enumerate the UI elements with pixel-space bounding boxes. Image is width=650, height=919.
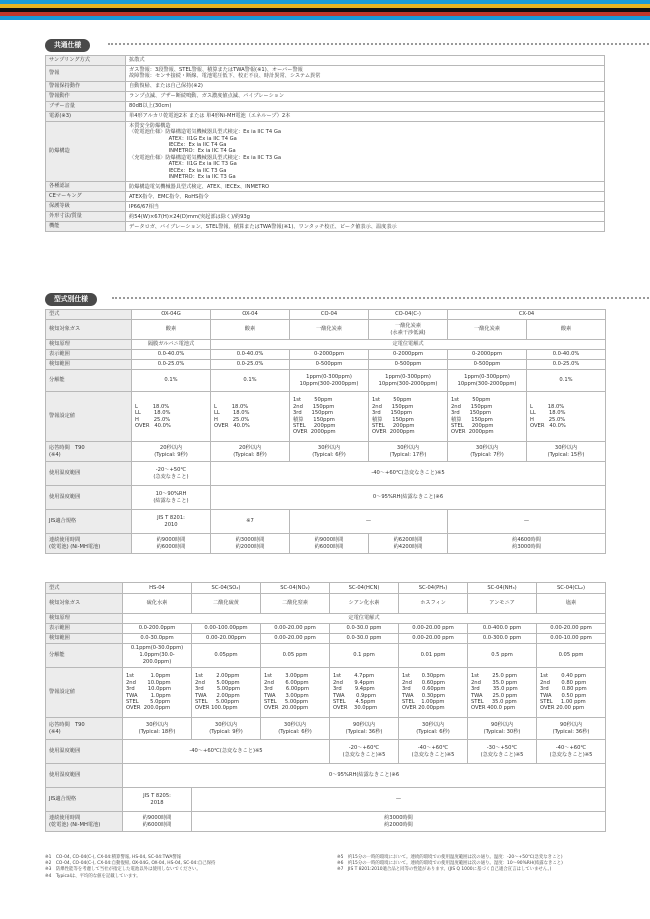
spec-label: 保護等級	[46, 202, 126, 212]
response-row	[46, 442, 606, 462]
cell-text: 1st 3.00ppm 2nd 6.00ppm 3rd 6.00ppm TWA 3.00ppm STEL 5.00ppm OVER 20.00ppm	[264, 673, 310, 712]
resolution-row	[46, 644, 606, 668]
gas_row-cell: 酸素	[132, 320, 211, 340]
footnote: ※1 CO-04, CO-04(C-), CX-04:積算警報, HS-04, SC-04:TWA警報	[45, 855, 182, 860]
label: 検知範囲	[46, 634, 123, 644]
spec-value	[126, 212, 605, 222]
heading-divider	[112, 297, 650, 300]
range-cell: 0.00-100.00ppm	[192, 624, 261, 634]
label: 使用温度範囲	[46, 740, 123, 764]
model-co04: CO-04	[290, 310, 369, 320]
resolution-cell: 0.05 ppm	[261, 644, 330, 668]
model-specs-table-2	[45, 582, 606, 832]
response-cell: 90秒以内 (Typical: 36秒)	[330, 718, 399, 740]
jis-hs04: JIS T 8205: 2018	[123, 788, 192, 812]
alarm-cell	[132, 392, 211, 442]
model_row-cell: SC-04(PH₃)	[399, 583, 468, 594]
cell-text: 1st 2.00ppm 2nd 5.00ppm 3rd 5.00ppm TWA 2.00ppm STEL 5.00ppm OVER 100.0ppm	[195, 673, 241, 712]
spec-value	[126, 101, 605, 111]
model_row-cell: SC-04(HCN)	[330, 583, 399, 594]
label: 型式	[46, 583, 123, 594]
cell-text: 1st 4.7ppm 2nd 9.4ppm 3rd 9.4ppm TWA 0.9ppm STEL 4.5ppm OVER 30.0ppm	[333, 673, 378, 712]
jis-sc04: —	[192, 788, 606, 812]
resolution-cell: 1ppm(0-300ppm) 10ppm(300-2000ppm)	[369, 370, 448, 392]
spec-label: CEマーキング	[46, 192, 126, 202]
label: 応答時間 T90 (※4)	[46, 442, 132, 462]
alarm-cell	[192, 668, 261, 718]
model-ox04: OX-04	[211, 310, 290, 320]
alarm-cell	[261, 668, 330, 718]
resolution-row	[46, 370, 606, 392]
cont-co04: 約9000時間 約6000時間	[290, 534, 369, 554]
spec-value	[126, 66, 605, 82]
cell-text: L 18.0% LL 18.0% H 25.0% OVER 40.0%	[214, 403, 250, 429]
det_range-cell: 0.0-25.0%	[211, 360, 290, 370]
model_row-cell: SC-04(SO₂)	[192, 583, 261, 594]
model-cx04: CX-04	[448, 310, 606, 320]
det_range-cell: 0.00-20.00ppm	[192, 634, 261, 644]
cont-hs04: 約9000時間 約6000時間	[123, 812, 192, 832]
det_range-cell: 0.0-300.0 ppm	[468, 634, 537, 644]
range-cell: 0.00-20.00 ppm	[261, 624, 330, 634]
cont-ox04g: 約9000時間 約6000時間	[132, 534, 211, 554]
spec-value	[126, 222, 605, 232]
det-range-row	[46, 634, 606, 644]
response-cell: 20秒以内 (Typical: 8秒)	[211, 442, 290, 462]
cell-text: 1st 0.40 ppm 2nd 0.80 ppm 3rd 0.80 ppm TWA 0.50 ppm STEL 1.00 ppm OVER 20.00 ppm	[540, 673, 587, 712]
det_range-cell: 0.0-30.0 ppm	[330, 634, 399, 644]
cell-text: 1st 50ppm 2nd 150ppm 3rd 150ppm 積算 150ppm STEL 200ppm OVER 2000ppm	[451, 397, 494, 436]
response-cell: 90秒以内 (Typical: 36秒)	[537, 718, 606, 740]
common-specs-table	[45, 55, 605, 232]
spec-text: 防爆構造電気機械器具型式検定、ATEX、IECEx、INMETRO	[129, 183, 270, 190]
alarm-cell	[527, 392, 606, 442]
spec-label: 電源(※3)	[46, 111, 126, 121]
temp-others: -40～+60℃(急変なきこと)※5	[211, 462, 606, 486]
cont-sc04: 約3000時間 約2000時間	[192, 812, 606, 832]
label	[46, 668, 123, 718]
temp-hcn: -20～+60℃ (急変なきこと)※5	[330, 740, 399, 764]
humid-all: 0～95%RH(結露なきこと)※6	[123, 764, 606, 788]
gas_row-cell: 酸素	[527, 320, 606, 340]
label: 分解能	[46, 644, 123, 668]
spec-value	[126, 81, 605, 91]
response-cell: 30秒以内 (Typical: 15秒)	[527, 442, 606, 462]
range-cell: 0-2000ppm	[448, 350, 527, 360]
resolution-cell: 0.1%	[211, 370, 290, 392]
cell-text: 1st 50ppm 2nd 150ppm 3rd 150ppm 積算 150ppm STEL 200ppm OVER 2000ppm	[372, 397, 415, 436]
resolution-cell: 0.1 ppm	[330, 644, 399, 668]
alarm-row	[46, 392, 606, 442]
temp-cl2: -40～+60℃ (急変なきこと)※5	[537, 740, 606, 764]
gas_row-cell: 一酸化炭素 (水素干渉低減)	[369, 320, 448, 340]
det_range-cell: 0.00-20.00 ppm	[399, 634, 468, 644]
label: 使用温度範囲	[46, 462, 132, 486]
footnote: ※3 防爆性能等を考慮して当社が指定した電池以外は使用しないでください。	[45, 867, 201, 873]
range-cell: 0.0-40.0%	[211, 350, 290, 360]
spec-label: 機能	[46, 222, 126, 232]
cell-text: 1st 1.0ppm 2nd 10.0ppm 3rd 10.0ppm TWA 1.0ppm STEL 5.0ppm OVER 200.0ppm	[126, 673, 172, 712]
det_range-cell: 0-500ppm	[290, 360, 369, 370]
jis-ox04g: JIS T 8201: 2010	[132, 510, 211, 534]
label: 検知対象ガス	[46, 594, 123, 614]
jis-cx: —	[448, 510, 606, 534]
range-cell: 0.0-40.0%	[527, 350, 606, 360]
label: 検知原理	[46, 614, 123, 624]
model_row-cell: SC-04(CL₂)	[537, 583, 606, 594]
resolution-cell: 0.1ppm(0-30.0ppm) 1.0ppm(30.0-200.0ppm)	[123, 644, 192, 668]
gas_row-cell: 一酸化炭素	[290, 320, 369, 340]
gas_row-cell: 硫化水素	[123, 594, 192, 614]
range-cell: 0.0-30.0 ppm	[330, 624, 399, 634]
label: 型式	[46, 310, 132, 320]
det_range-cell: 0.0-25.0%	[132, 360, 211, 370]
label	[46, 392, 132, 442]
cont-co04c: 約6200時間 約4200時間	[369, 534, 448, 554]
response-cell: 30秒以内 (Typical: 6秒)	[290, 442, 369, 462]
range-cell: 0.00-20.00 ppm	[399, 624, 468, 634]
spec-value	[126, 192, 605, 202]
label: JIS適合規格	[46, 788, 123, 812]
resolution-cell: 1ppm(0-300ppm) 10ppm(300-2000ppm)	[448, 370, 527, 392]
label: 応答時間 T90 (※4)	[46, 718, 123, 740]
spec-label: サンプリング方式	[46, 56, 126, 66]
resolution-cell: 0.05 ppm	[537, 644, 606, 668]
footnote: ※6 約15分の一時的環境において。連続的環境での使用湿度範囲は次の通り。湿度：10～90%RH(結露なきこと)	[337, 861, 563, 867]
label: JIS適合規格	[46, 510, 132, 534]
principle-electro: 定電位電解式	[211, 340, 606, 350]
model_row-cell: SC-04(NH₃)	[468, 583, 537, 594]
range-cell: 0-2000ppm	[369, 350, 448, 360]
jis-co: —	[290, 510, 448, 534]
footnote: ※5 約15分の一時的環境において。連続的環境での使用温度範囲は次の通り。温度：-20～+50℃(急変なきこと)	[337, 855, 563, 860]
label: 検知対象ガス	[46, 320, 132, 340]
spec-label: 警報保持動作	[46, 81, 126, 91]
temp-nh3: -30～+50℃ (急変なきこと)※5	[468, 740, 537, 764]
humid-ox04g: 10～90%RH (結露なきこと)	[132, 486, 211, 510]
spec-value	[126, 202, 605, 212]
spec-text: IP66/67相当	[129, 203, 159, 210]
det_range-cell: 0.0-30.0ppm	[123, 634, 192, 644]
range-cell: 0.0-200.0ppm	[123, 624, 192, 634]
alarm-cell	[211, 392, 290, 442]
spec-label: 外形寸法/質量	[46, 212, 126, 222]
spec-text: 本質安全防爆構造 〈乾電池仕様〉防爆構造電気機械器具型式検定：Ex ia IIC T4 Ga ATEX：II1G Ex ia IIC T4 Ga IECEx：Ex ia IIC T4 Ga INMETRO：Ex ia IIC T4 Ga 〈充電池仕様〉防爆構造電気機械器具型式検定：Ex ia IIC T3 Ga ATEX：II1G Ex ia IIC T3 Ga IECEx：Ex ia IIC T3 Ga INMETRO：Ex ia IIC T3 Ga	[129, 122, 282, 181]
response-cell: 90秒以内 (Typical: 30秒)	[468, 718, 537, 740]
resolution-cell: 0.01 ppm	[399, 644, 468, 668]
temp-hs-so2-no2: -40～+60℃(急変なきこと)※5	[123, 740, 330, 764]
cell-text: L 18.0% LL 18.0% H 25.0% OVER 40.0%	[135, 403, 171, 429]
cell-text: 1st 0.30ppm 2nd 0.60ppm 3rd 0.60ppm TWA 0.30ppm STEL 1.00ppm OVER 20.00ppm	[402, 673, 446, 712]
range-cell: 0.0-400.0 ppm	[468, 624, 537, 634]
cell-text: 1st 25.0 ppm 2nd 35.0 ppm 3rd 35.0 ppm TWA 25.0 ppm STEL 35.0 ppm OVER 400.0 ppm	[471, 673, 518, 712]
jis-ox04: ※7	[211, 510, 290, 534]
principle-galvanic: 隔膜ガルバニ電池式	[132, 340, 211, 350]
label: 連続使用時間 (乾電池) (Ni-MH電池)	[46, 812, 123, 832]
gas_row-cell: 二酸化窒素	[261, 594, 330, 614]
footnote: ※2 CO-04, CO-04(C-), CX-04:自動復帰, OX-04G, OX-04, HS-04, SC-04:自己保持	[45, 861, 216, 867]
gas_row-cell: 酸素	[211, 320, 290, 340]
spec-label: 防爆構造	[46, 121, 126, 182]
label: 検知範囲	[46, 360, 132, 370]
model-co04c: CO-04(C-)	[369, 310, 448, 320]
principle-electro: 定電位電解式	[123, 614, 606, 624]
resolution-cell: 0.05ppm	[192, 644, 261, 668]
alarm-cell	[448, 392, 527, 442]
spec-label: 各種認証	[46, 182, 126, 192]
resolution-cell: 1ppm(0-300ppm) 10ppm(300-2000ppm)	[290, 370, 369, 392]
alarm-cell	[468, 668, 537, 718]
range-row	[46, 624, 606, 634]
range-cell: 0.0-40.0%	[132, 350, 211, 360]
footnote: ※7 JIS T 8201:2010適合品と同等の性能があります。(JIS Q 1000に基づく自己適合宣言はしていません。)	[337, 867, 552, 873]
alarm-row	[46, 668, 606, 718]
spec-value	[126, 91, 605, 101]
response-cell: 30秒以内 (Typical: 17秒)	[369, 442, 448, 462]
response-row	[46, 718, 606, 740]
spec-text: データロガ、バイブレーション、STEL警報、積算またはTWA警報(※1)、ワンタッチ校正、ピーク値表示、温度表示	[129, 223, 397, 230]
det_range-cell: 0.00-20.00 ppm	[261, 634, 330, 644]
spec-text: 80dB以上(30cm)	[129, 103, 172, 110]
alarm-cell	[123, 668, 192, 718]
cell-text: 警報設定値	[49, 413, 75, 420]
cont-ox04: 約3000時間 約2000時間	[211, 534, 290, 554]
spec-text: ガス警報：3段警報、STEL警報、積算またはTWA警報(※1)、オーバー警報 故障警報：センサ接続・断線、電池電圧低下、校正不良、時計異常、システム異常	[129, 67, 321, 80]
label: 表示範囲	[46, 624, 123, 634]
spec-label: ブザー音量	[46, 101, 126, 111]
spec-label: 警報動作	[46, 91, 126, 101]
cell-text: 警報設定値	[49, 689, 75, 696]
alarm-cell	[330, 668, 399, 718]
gas_row-cell: アンモニア	[468, 594, 537, 614]
gas_row-cell: シアン化水素	[330, 594, 399, 614]
det_range-cell: 0.00-10.00 ppm	[537, 634, 606, 644]
spec-text: 自動復帰、または自己保持(※2)	[129, 83, 203, 90]
spec-value	[126, 182, 605, 192]
model-row	[46, 583, 606, 594]
spec-value	[126, 111, 605, 121]
alarm-cell	[399, 668, 468, 718]
model_row-cell: HS-04	[123, 583, 192, 594]
footnotes-left	[45, 855, 305, 880]
model-specs-heading: 型式別仕様	[45, 293, 97, 306]
range-row	[46, 350, 606, 360]
spec-text: ATEX指令、EMC指令、RoHS指令	[129, 193, 209, 200]
response-cell: 30秒以内 (Typical: 6秒)	[399, 718, 468, 740]
det_range-cell: 0.0-25.0%	[527, 360, 606, 370]
det_range-cell: 0-500ppm	[448, 360, 527, 370]
temp-ph3: -40～+60℃ (急変なきこと)※5	[399, 740, 468, 764]
cont-cx04: 約4600時間 約3000時間	[448, 534, 606, 554]
gas_row-cell: 二酸化硫黄	[192, 594, 261, 614]
label: 表示範囲	[46, 350, 132, 360]
model-ox04g: OX-04G	[132, 310, 211, 320]
footnote: ※4 Typicalは、平均的な値を記載しています。	[45, 873, 141, 879]
footnotes-right	[337, 855, 637, 874]
spec-value	[126, 56, 605, 66]
response-cell: 30秒以内 (Typical: 18秒)	[123, 718, 192, 740]
gas-row	[46, 320, 606, 340]
range-cell: 0-2000ppm	[290, 350, 369, 360]
model-specs-table-1	[45, 309, 606, 554]
gas_row-cell: 一酸化炭素	[448, 320, 527, 340]
label: 分解能	[46, 370, 132, 392]
label: 検知原理	[46, 340, 132, 350]
temp-ox04g: -20～+50℃ (急変なきこと)	[132, 462, 211, 486]
response-cell: 30秒以内 (Typical: 7秒)	[448, 442, 527, 462]
cell-text: L 18.0% LL 18.0% H 25.0% OVER 40.0%	[530, 403, 566, 429]
common-specs-heading: 共通仕様	[45, 39, 90, 52]
spec-text: ランプ点滅、ブザー断続鳴動、ガス濃度値点滅、バイブレーション	[129, 93, 285, 100]
spec-text: 約54(W)×67(H)×24(D)mm(突起部は除く)/約93g	[129, 213, 250, 220]
heading-divider	[108, 43, 650, 46]
response-cell: 20秒以内 (Typical: 9秒)	[132, 442, 211, 462]
cell-text: 1st 50ppm 2nd 150ppm 3rd 150ppm 積算 150ppm STEL 200ppm OVER 2000ppm	[293, 397, 336, 436]
gas-row	[46, 594, 606, 614]
spec-text: 単4形アルカリ乾電池2本 または 単4形Ni-MH電池（エネループ）2本	[129, 113, 291, 120]
det_range-cell: 0-500ppm	[369, 360, 448, 370]
det-range-row	[46, 360, 606, 370]
alarm-cell	[537, 668, 606, 718]
response-cell: 30秒以内 (Typical: 6秒)	[261, 718, 330, 740]
range-cell: 0.00-20.00 ppm	[537, 624, 606, 634]
humid-others: 0～95%RH(結露なきこと)※6	[211, 486, 606, 510]
resolution-cell: 0.1%	[132, 370, 211, 392]
model_row-cell: SC-04(NO₂)	[261, 583, 330, 594]
resolution-cell: 0.1%	[527, 370, 606, 392]
spec-text: 拡散式	[129, 57, 145, 64]
label: 使用湿度範囲	[46, 764, 123, 788]
resolution-cell: 0.5 ppm	[468, 644, 537, 668]
label: 連続使用時間 (乾電池) (Ni-MH電池)	[46, 534, 132, 554]
alarm-cell	[290, 392, 369, 442]
label: 使用湿度範囲	[46, 486, 132, 510]
alarm-cell	[369, 392, 448, 442]
stripe	[0, 16, 650, 20]
spec-label: 警報	[46, 66, 126, 82]
header-stripes	[0, 0, 650, 25]
response-cell: 30秒以内 (Typical: 9秒)	[192, 718, 261, 740]
gas_row-cell: ホスフィン	[399, 594, 468, 614]
spec-value	[126, 121, 605, 182]
gas_row-cell: 塩素	[537, 594, 606, 614]
